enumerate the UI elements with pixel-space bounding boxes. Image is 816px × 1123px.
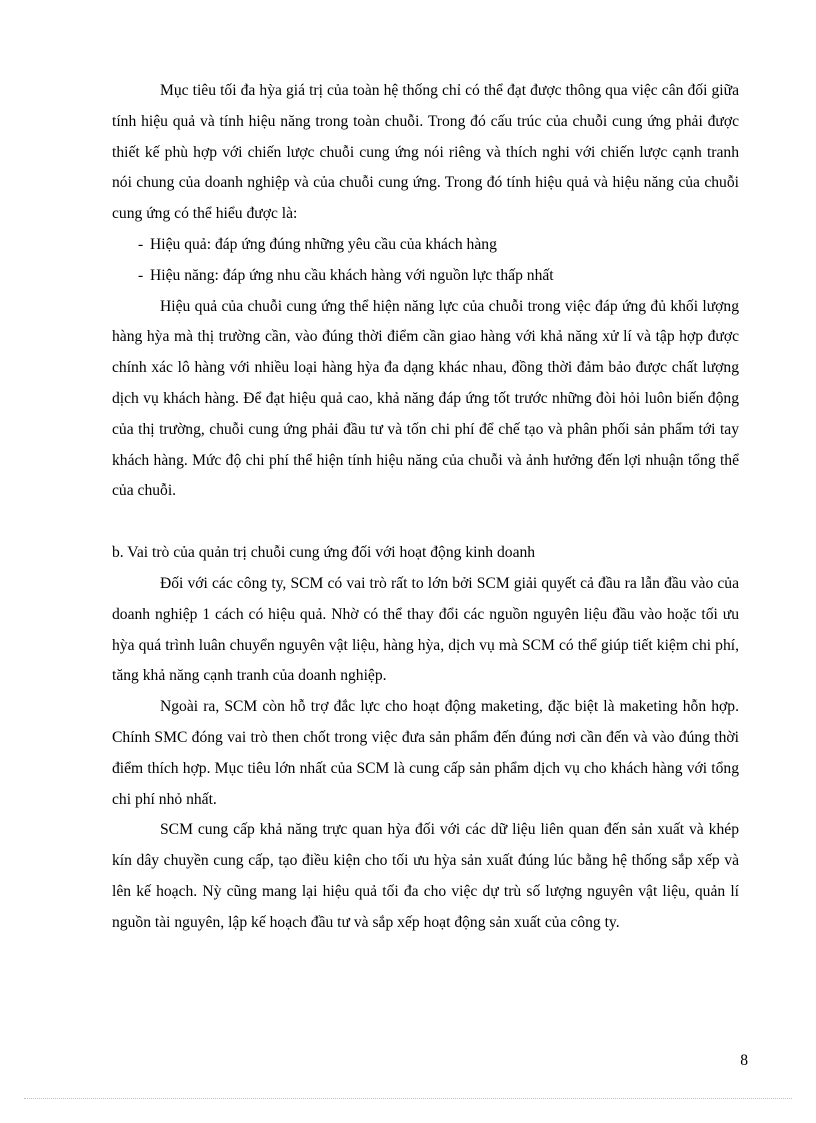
- page-number: 8: [740, 1052, 748, 1069]
- definition-list: [112, 230, 739, 292]
- list-item-performance: [112, 261, 739, 292]
- paragraph-marketing: Ngoài ra, SCM còn hỗ trợ đắc lực cho hoạt động maketing, đặc biệt là maketing hỗn hợp. Chính SMC đóng vai trò then chốt trong việc đưa sản phẩm đến đúng nơi cần đến và vào đúng thời điểm thích hợp. Mục tiêu lớn nhất của SCM là cung cấp sản phẩm dịch vụ cho khách hàng với tổng chi phí nhỏ nhất.: [112, 698, 739, 808]
- paragraph-role: Đối với các công ty, SCM có vai trò rất to lớn bởi SCM giải quyết cả đầu ra lẫn đầu vào của doanh nghiệp 1 cách có hiệu quả. Nhờ có thể thay đổi các nguồn nguyên liệu đầu vào hoặc tối ưu hỳa quá trình luân chuyển nguyên vật liệu, hàng hỳa, dịch vụ mà SCM có thể giúp tiết kiệm chi phí, tăng khả năng cạnh tranh của doanh nghiệp.: [112, 574, 739, 685]
- section-heading: b. Vai trò của quản trị chuỗi cung ứng đối với hoạt động kinh doanh: [112, 544, 536, 562]
- bullet-dash: -: [138, 266, 144, 284]
- list-item-efficiency: [112, 230, 739, 261]
- bullet-dash: -: [138, 235, 144, 253]
- list-item-text: Hiệu quả: đáp ứng đúng những yêu cầu của khách hàng: [150, 235, 497, 253]
- list-item-text: Hiệu năng: đáp ứng nhu cầu khách hàng với nguồn lực thấp nhất: [150, 266, 554, 284]
- page-bottom-border: [24, 1098, 792, 1099]
- document-body: [112, 76, 739, 939]
- paragraph-efficiency: Hiệu quả của chuỗi cung ứng thể hiện năng lực của chuỗi trong việc đáp ứng đủ khối lượng hàng hỳa mà thị trường cần, vào đúng thời điểm cần giao hàng với khả năng xử lí và tập hợp được chính xác lô hàng với nhiều loại hàng hỳa đa dạng khác nhau, đồng thời đảm bảo được chất lượng dịch vụ khách hàng. Để đạt hiệu quả cao, khả năng đáp ứng tốt trước những đòi hỏi luôn biến động của thị trường, chuỗi cung ứng phải đầu tư và tốn chi phí để chế tạo và phân phối sản phẩm tới tay khách hàng. Mức độ chi phí thể hiện tính hiệu năng của chuỗi và ảnh hưởng đến lợi nhuận tổng thể của chuỗi.: [112, 297, 739, 500]
- paragraph-gap: [112, 507, 739, 538]
- paragraph-visibility: SCM cung cấp khả năng trực quan hỳa đối với các dữ liệu liên quan đến sản xuất và khép kín dây chuyền cung cấp, tạo điều kiện cho tối ưu hỳa sản xuất đúng lúc bằng hệ thống sắp xếp và lên kế hoạch. Nỳ cũng mang lại hiệu quả tối đa cho việc dự trù số lượng nguyên vật liệu, quản lí nguồn tài nguyên, lập kế hoạch đầu tư và sắp xếp hoạt động sản xuất của công ty.: [112, 821, 739, 931]
- paragraph-objective: Mục tiêu tối đa hỳa giá trị của toàn hệ thống chỉ có thể đạt được thông qua việc cân đối giữa tính hiệu quả và tính hiệu năng trong toàn chuỗi. Trong đó cấu trúc của chuỗi cung ứng phải được thiết kế phù hợp với chiến lược chuỗi cung ứng nói riêng và thích nghi với chiến lược cạnh tranh nói chung của doanh nghiệp và của chuỗi cung ứng. Trong đó tính hiệu quả và hiệu năng của chuỗi cung ứng có thể hiểu được là:: [112, 82, 739, 223]
